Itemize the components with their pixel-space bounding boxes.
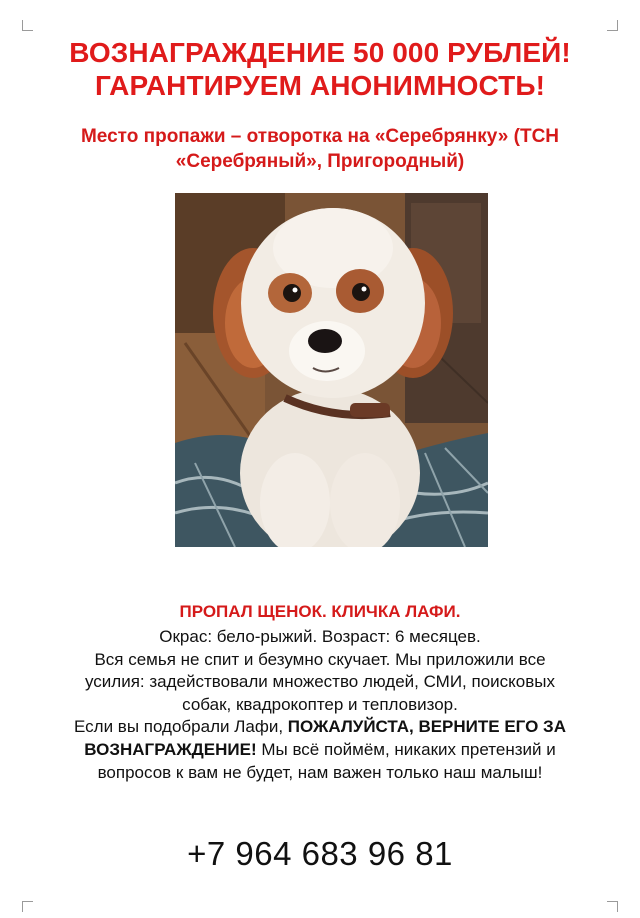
description-line-6-plain: Мы всё поймём, никаких претензий и [256,739,556,759]
missing-title: ПРОПАЛ ЩЕНОК. КЛИЧКА ЛАФИ. [179,602,461,621]
puppy-photo [175,193,488,547]
description-line-7: вопросов к вам не будет, нам важен только наш малыш! [97,762,543,782]
headline-line-1: ВОЗНАГРАЖДЕНИЕ 50 000 РУБЛЕЙ! [69,37,571,68]
crop-mark-bottom-right [607,901,618,912]
description-line-6-emphasis: ВОЗНАГРАЖДЕНИЕ! [84,739,257,759]
description-line-2: Вся семья не спит и безумно скучает. Мы приложили все [94,649,546,669]
description-line-3: усилия: задействовали множество людей, СМИ, поисковых [85,672,555,692]
location-line-2: «Серебряный», Пригородный) [175,151,465,172]
crop-mark-top-left [22,20,33,31]
crop-mark-bottom-left [22,901,33,912]
headline-line-2: ГАРАНТИРУЕМ АНОНИМНОСТЬ! [94,70,546,101]
description-line-5-plain: Если вы подобрали Лафи, [74,717,288,737]
location-line-1: Место пропажи – отворотка на «Серебрянку» (ТСН [80,126,560,147]
crop-mark-top-right [607,20,618,31]
description-text [30,626,610,784]
description-line-5 [30,716,610,739]
phone-number[interactable]: +7 964 683 96 81 [187,835,453,872]
reward-headline [20,36,620,102]
description-line-4: собак, квадрокоптер и тепловизор. [182,694,458,714]
description-line-5-emphasis: ПОЖАЛУЙСТА, ВЕРНИТЕ ЕГО ЗА [287,717,566,737]
description-line-6 [30,739,610,762]
description-line-1: Окрас: бело-рыжий. Возраст: 6 месяцев. [159,627,481,646]
location-text [40,124,600,174]
